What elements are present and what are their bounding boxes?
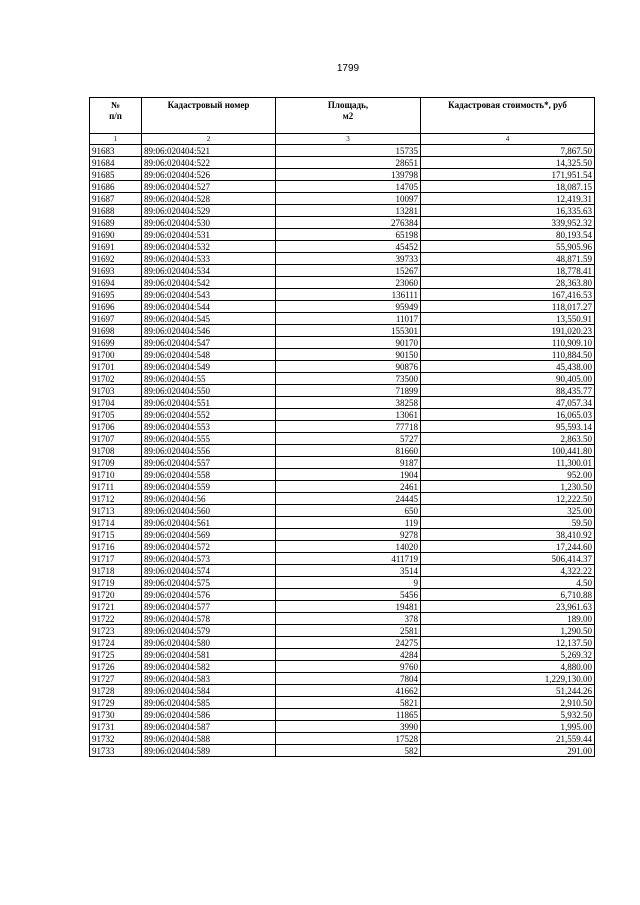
cell-row-number: 91731 <box>90 721 142 733</box>
cell-cadastral-value: 171,951.54 <box>421 169 595 181</box>
cell-row-number: 91724 <box>90 637 142 649</box>
cell-cadastral-value: 38,410.92 <box>421 529 595 541</box>
header-num-line2: п/п <box>109 111 122 121</box>
table-row <box>90 157 595 169</box>
cell-cadastral-number: 89:06:020404:576 <box>142 589 276 601</box>
table-row <box>90 325 595 337</box>
cell-cadastral-value: 11,300.01 <box>421 457 595 469</box>
cell-area: 24445 <box>276 493 421 505</box>
cell-cadastral-number: 89:06:020404:559 <box>142 481 276 493</box>
cell-cadastral-number: 89:06:020404:577 <box>142 601 276 613</box>
cell-area: 95949 <box>276 301 421 313</box>
cell-area: 13061 <box>276 409 421 421</box>
table-row <box>90 529 595 541</box>
cell-cadastral-value: 5,932.50 <box>421 709 595 721</box>
cell-row-number: 91693 <box>90 265 142 277</box>
cell-cadastral-value: 2,863.50 <box>421 433 595 445</box>
cell-area: 15267 <box>276 265 421 277</box>
cell-row-number: 91713 <box>90 505 142 517</box>
cell-area: 65198 <box>276 229 421 241</box>
cell-cadastral-number: 89:06:020404:585 <box>142 697 276 709</box>
table-row <box>90 337 595 349</box>
cell-cadastral-number: 89:06:020404:56 <box>142 493 276 505</box>
cell-cadastral-value: 18,087.15 <box>421 181 595 193</box>
table-row <box>90 553 595 565</box>
cell-cadastral-number: 89:06:020404:549 <box>142 361 276 373</box>
cell-cadastral-number: 89:06:020404:547 <box>142 337 276 349</box>
cell-area: 9760 <box>276 661 421 673</box>
cell-cadastral-value: 1,290.50 <box>421 625 595 637</box>
cell-cadastral-number: 89:06:020404:581 <box>142 649 276 661</box>
cell-cadastral-number: 89:06:020404:569 <box>142 529 276 541</box>
cell-cadastral-value: 339,952.32 <box>421 217 595 229</box>
cell-cadastral-value: 59.50 <box>421 517 595 529</box>
cell-row-number: 91706 <box>90 421 142 433</box>
cell-cadastral-value: 167,416.53 <box>421 289 595 301</box>
cell-area: 650 <box>276 505 421 517</box>
cell-cadastral-number: 89:06:020404:557 <box>142 457 276 469</box>
cell-area: 9 <box>276 577 421 589</box>
cell-cadastral-value: 17,244.60 <box>421 541 595 553</box>
column-number: 3 <box>276 134 421 145</box>
cell-row-number: 91717 <box>90 553 142 565</box>
table-row <box>90 481 595 493</box>
cell-area: 14020 <box>276 541 421 553</box>
cell-cadastral-number: 89:06:020404:561 <box>142 517 276 529</box>
cell-row-number: 91729 <box>90 697 142 709</box>
table-row <box>90 457 595 469</box>
cell-cadastral-value: 45,438.00 <box>421 361 595 373</box>
cell-area: 1904 <box>276 469 421 481</box>
cell-area: 11017 <box>276 313 421 325</box>
cell-row-number: 91719 <box>90 577 142 589</box>
cell-cadastral-value: 189.00 <box>421 613 595 625</box>
table-row <box>90 229 595 241</box>
table-row <box>90 313 595 325</box>
cell-cadastral-number: 89:06:020404:528 <box>142 193 276 205</box>
table-row <box>90 625 595 637</box>
cell-cadastral-value: 12,137.50 <box>421 637 595 649</box>
table-row <box>90 301 595 313</box>
cell-row-number: 91730 <box>90 709 142 721</box>
table-row <box>90 181 595 193</box>
table-row <box>90 433 595 445</box>
cell-cadastral-value: 506,414.37 <box>421 553 595 565</box>
cell-cadastral-number: 89:06:020404:556 <box>142 445 276 457</box>
cell-cadastral-value: 13,550.91 <box>421 313 595 325</box>
cell-area: 90876 <box>276 361 421 373</box>
cell-row-number: 91697 <box>90 313 142 325</box>
cell-cadastral-number: 89:06:020404:548 <box>142 349 276 361</box>
table-row <box>90 145 595 157</box>
cell-cadastral-number: 89:06:020404:550 <box>142 385 276 397</box>
cell-row-number: 91723 <box>90 625 142 637</box>
cell-area: 5456 <box>276 589 421 601</box>
cell-cadastral-number: 89:06:020404:555 <box>142 433 276 445</box>
cell-cadastral-number: 89:06:020404:551 <box>142 397 276 409</box>
cell-row-number: 91686 <box>90 181 142 193</box>
cell-area: 15735 <box>276 145 421 157</box>
table-row <box>90 673 595 685</box>
cell-row-number: 91720 <box>90 589 142 601</box>
cell-cadastral-number: 89:06:020404:527 <box>142 181 276 193</box>
cell-cadastral-value: 12,222.50 <box>421 493 595 505</box>
cell-cadastral-number: 89:06:020404:526 <box>142 169 276 181</box>
cell-row-number: 91685 <box>90 169 142 181</box>
table-row <box>90 217 595 229</box>
cell-area: 136111 <box>276 289 421 301</box>
cell-cadastral-number: 89:06:020404:553 <box>142 421 276 433</box>
cell-row-number: 91725 <box>90 649 142 661</box>
cell-row-number: 91714 <box>90 517 142 529</box>
cell-area: 90170 <box>276 337 421 349</box>
header-cadastral-number <box>142 98 276 134</box>
cell-row-number: 91715 <box>90 529 142 541</box>
cell-area: 14705 <box>276 181 421 193</box>
table-row <box>90 265 595 277</box>
table-row <box>90 745 595 757</box>
cell-row-number: 91703 <box>90 385 142 397</box>
cell-row-number: 91732 <box>90 733 142 745</box>
cell-row-number: 91712 <box>90 493 142 505</box>
header-num-line1: № <box>110 100 121 110</box>
cell-area: 3990 <box>276 721 421 733</box>
cell-cadastral-value: 1,995.00 <box>421 721 595 733</box>
cell-row-number: 91710 <box>90 469 142 481</box>
header-area <box>276 98 421 134</box>
cell-cadastral-number: 89:06:020404:584 <box>142 685 276 697</box>
cell-area: 119 <box>276 517 421 529</box>
cell-row-number: 91709 <box>90 457 142 469</box>
table-row <box>90 241 595 253</box>
cell-cadastral-number: 89:06:020404:558 <box>142 469 276 481</box>
cell-cadastral-number: 89:06:020404:572 <box>142 541 276 553</box>
cell-cadastral-number: 89:06:020404:55 <box>142 373 276 385</box>
table-row <box>90 517 595 529</box>
cell-cadastral-number: 89:06:020404:560 <box>142 505 276 517</box>
column-number: 1 <box>90 134 142 145</box>
cell-area: 19481 <box>276 601 421 613</box>
cell-row-number: 91707 <box>90 433 142 445</box>
column-number: 4 <box>421 134 595 145</box>
cell-row-number: 91721 <box>90 601 142 613</box>
cell-row-number: 91728 <box>90 685 142 697</box>
cell-area: 77718 <box>276 421 421 433</box>
cell-row-number: 91698 <box>90 325 142 337</box>
cell-cadastral-number: 89:06:020404:578 <box>142 613 276 625</box>
table-row <box>90 277 595 289</box>
header-area-line1: Площадь, <box>327 100 369 110</box>
column-number-row <box>90 134 595 145</box>
cell-cadastral-value: 14,325.50 <box>421 157 595 169</box>
cell-cadastral-value: 51,244.26 <box>421 685 595 697</box>
cell-row-number: 91691 <box>90 241 142 253</box>
cell-cadastral-value: 291.00 <box>421 745 595 757</box>
cell-area: 23060 <box>276 277 421 289</box>
cell-area: 155301 <box>276 325 421 337</box>
cell-area: 71899 <box>276 385 421 397</box>
cell-area: 276384 <box>276 217 421 229</box>
cell-cadastral-value: 95,593.14 <box>421 421 595 433</box>
cell-cadastral-number: 89:06:020404:587 <box>142 721 276 733</box>
cell-cadastral-number: 89:06:020404:521 <box>142 145 276 157</box>
cell-row-number: 91733 <box>90 745 142 757</box>
cell-cadastral-number: 89:06:020404:522 <box>142 157 276 169</box>
cell-cadastral-value: 47,057.34 <box>421 397 595 409</box>
cell-cadastral-value: 16,065.03 <box>421 409 595 421</box>
cell-cadastral-value: 325.00 <box>421 505 595 517</box>
cell-row-number: 91718 <box>90 565 142 577</box>
cell-cadastral-number: 89:06:020404:552 <box>142 409 276 421</box>
cell-cadastral-value: 80,193.54 <box>421 229 595 241</box>
table-row <box>90 541 595 553</box>
cell-row-number: 91699 <box>90 337 142 349</box>
cell-cadastral-value: 48,871.59 <box>421 253 595 265</box>
cell-cadastral-number: 89:06:020404:586 <box>142 709 276 721</box>
cell-row-number: 91701 <box>90 361 142 373</box>
table-row <box>90 373 595 385</box>
cell-row-number: 91696 <box>90 301 142 313</box>
cell-area: 45452 <box>276 241 421 253</box>
table-row <box>90 253 595 265</box>
cell-cadastral-number: 89:06:020404:589 <box>142 745 276 757</box>
cell-cadastral-number: 89:06:020404:579 <box>142 625 276 637</box>
cell-cadastral-number: 89:06:020404:529 <box>142 205 276 217</box>
table-row <box>90 421 595 433</box>
cell-row-number: 91688 <box>90 205 142 217</box>
cell-area: 90150 <box>276 349 421 361</box>
cell-cadastral-value: 28,363.80 <box>421 277 595 289</box>
column-number: 2 <box>142 134 276 145</box>
cell-area: 24275 <box>276 637 421 649</box>
table-row <box>90 409 595 421</box>
cell-cadastral-value: 2,910.50 <box>421 697 595 709</box>
cell-row-number: 91684 <box>90 157 142 169</box>
cadastral-table <box>89 97 595 757</box>
table-header-row <box>90 98 595 134</box>
table-row <box>90 649 595 661</box>
table-row <box>90 445 595 457</box>
cell-cadastral-number: 89:06:020404:532 <box>142 241 276 253</box>
header-row-number <box>90 98 142 134</box>
header-area-line2: м2 <box>342 111 354 121</box>
cell-cadastral-value: 6,710.88 <box>421 589 595 601</box>
cell-cadastral-value: 55,905.96 <box>421 241 595 253</box>
cell-cadastral-value: 5,269.32 <box>421 649 595 661</box>
header-value-label: Кадастровая стоимость*, руб <box>448 100 567 110</box>
header-cadastral-value <box>421 98 595 134</box>
cell-cadastral-number: 89:06:020404:583 <box>142 673 276 685</box>
cell-row-number: 91722 <box>90 613 142 625</box>
cell-area: 9187 <box>276 457 421 469</box>
cell-cadastral-value: 12,419.31 <box>421 193 595 205</box>
cell-cadastral-value: 16,335.63 <box>421 205 595 217</box>
cell-row-number: 91692 <box>90 253 142 265</box>
cell-area: 9278 <box>276 529 421 541</box>
cell-cadastral-number: 89:06:020404:545 <box>142 313 276 325</box>
page-number: 1799 <box>336 63 360 74</box>
table-row <box>90 709 595 721</box>
table-row <box>90 505 595 517</box>
table-row <box>90 469 595 481</box>
cell-cadastral-value: 1,230.50 <box>421 481 595 493</box>
cell-cadastral-value: 7,867.50 <box>421 145 595 157</box>
table-row <box>90 169 595 181</box>
table-row <box>90 697 595 709</box>
cell-cadastral-number: 89:06:020404:580 <box>142 637 276 649</box>
table-row <box>90 289 595 301</box>
cell-cadastral-value: 4.50 <box>421 577 595 589</box>
cell-area: 7804 <box>276 673 421 685</box>
cell-area: 17528 <box>276 733 421 745</box>
cell-cadastral-value: 110,909.10 <box>421 337 595 349</box>
cell-cadastral-number: 89:06:020404:530 <box>142 217 276 229</box>
cell-row-number: 91702 <box>90 373 142 385</box>
cell-row-number: 91727 <box>90 673 142 685</box>
cell-area: 13281 <box>276 205 421 217</box>
cell-row-number: 91708 <box>90 445 142 457</box>
table-body <box>90 145 595 757</box>
cell-area: 41662 <box>276 685 421 697</box>
cell-cadastral-value: 191,020.23 <box>421 325 595 337</box>
cell-row-number: 91683 <box>90 145 142 157</box>
table-row <box>90 205 595 217</box>
table-row <box>90 493 595 505</box>
table-row <box>90 661 595 673</box>
cell-area: 411719 <box>276 553 421 565</box>
cell-row-number: 91711 <box>90 481 142 493</box>
cell-cadastral-value: 23,961.63 <box>421 601 595 613</box>
table-row <box>90 589 595 601</box>
cell-cadastral-number: 89:06:020404:533 <box>142 253 276 265</box>
cell-area: 38258 <box>276 397 421 409</box>
cell-cadastral-value: 1,229,130.00 <box>421 673 595 685</box>
table-row <box>90 349 595 361</box>
cell-area: 582 <box>276 745 421 757</box>
cell-row-number: 91695 <box>90 289 142 301</box>
cell-cadastral-number: 89:06:020404:531 <box>142 229 276 241</box>
header-cadastral-label: Кадастровый номер <box>167 100 250 110</box>
cell-area: 3514 <box>276 565 421 577</box>
table-row <box>90 397 595 409</box>
table-row <box>90 385 595 397</box>
cell-area: 73500 <box>276 373 421 385</box>
cell-cadastral-number: 89:06:020404:542 <box>142 277 276 289</box>
cell-area: 2461 <box>276 481 421 493</box>
cell-row-number: 91726 <box>90 661 142 673</box>
cell-cadastral-number: 89:06:020404:575 <box>142 577 276 589</box>
cell-cadastral-value: 952.00 <box>421 469 595 481</box>
cell-area: 139798 <box>276 169 421 181</box>
cell-cadastral-value: 110,884.50 <box>421 349 595 361</box>
cell-row-number: 91687 <box>90 193 142 205</box>
cell-area: 5821 <box>276 697 421 709</box>
cell-area: 81660 <box>276 445 421 457</box>
cell-cadastral-number: 89:06:020404:546 <box>142 325 276 337</box>
cell-cadastral-number: 89:06:020404:573 <box>142 553 276 565</box>
cell-cadastral-number: 89:06:020404:544 <box>142 301 276 313</box>
cell-row-number: 91716 <box>90 541 142 553</box>
cell-area: 4284 <box>276 649 421 661</box>
cell-area: 5727 <box>276 433 421 445</box>
table-row <box>90 733 595 745</box>
cell-row-number: 91694 <box>90 277 142 289</box>
cell-row-number: 91700 <box>90 349 142 361</box>
cell-cadastral-number: 89:06:020404:588 <box>142 733 276 745</box>
cell-area: 28651 <box>276 157 421 169</box>
table-row <box>90 721 595 733</box>
cell-row-number: 91705 <box>90 409 142 421</box>
cell-cadastral-number: 89:06:020404:534 <box>142 265 276 277</box>
cell-area: 10097 <box>276 193 421 205</box>
cell-cadastral-value: 118,017.27 <box>421 301 595 313</box>
cell-row-number: 91690 <box>90 229 142 241</box>
table-row <box>90 193 595 205</box>
cell-row-number: 91689 <box>90 217 142 229</box>
table-row <box>90 361 595 373</box>
table-row <box>90 685 595 697</box>
cell-area: 39733 <box>276 253 421 265</box>
cell-cadastral-number: 89:06:020404:574 <box>142 565 276 577</box>
cell-area: 378 <box>276 613 421 625</box>
table-row <box>90 637 595 649</box>
cell-cadastral-value: 21,559.44 <box>421 733 595 745</box>
table-row <box>90 613 595 625</box>
cell-cadastral-value: 90,405.00 <box>421 373 595 385</box>
cell-cadastral-number: 89:06:020404:582 <box>142 661 276 673</box>
cell-cadastral-value: 4,322.22 <box>421 565 595 577</box>
cell-row-number: 91704 <box>90 397 142 409</box>
table-row <box>90 577 595 589</box>
cell-cadastral-value: 4,880.00 <box>421 661 595 673</box>
cell-area: 11865 <box>276 709 421 721</box>
cell-cadastral-value: 88,435.77 <box>421 385 595 397</box>
cell-cadastral-value: 100,441.80 <box>421 445 595 457</box>
cell-cadastral-number: 89:06:020404:543 <box>142 289 276 301</box>
table-row <box>90 565 595 577</box>
table-row <box>90 601 595 613</box>
cell-area: 2581 <box>276 625 421 637</box>
cell-cadastral-value: 18,778.41 <box>421 265 595 277</box>
